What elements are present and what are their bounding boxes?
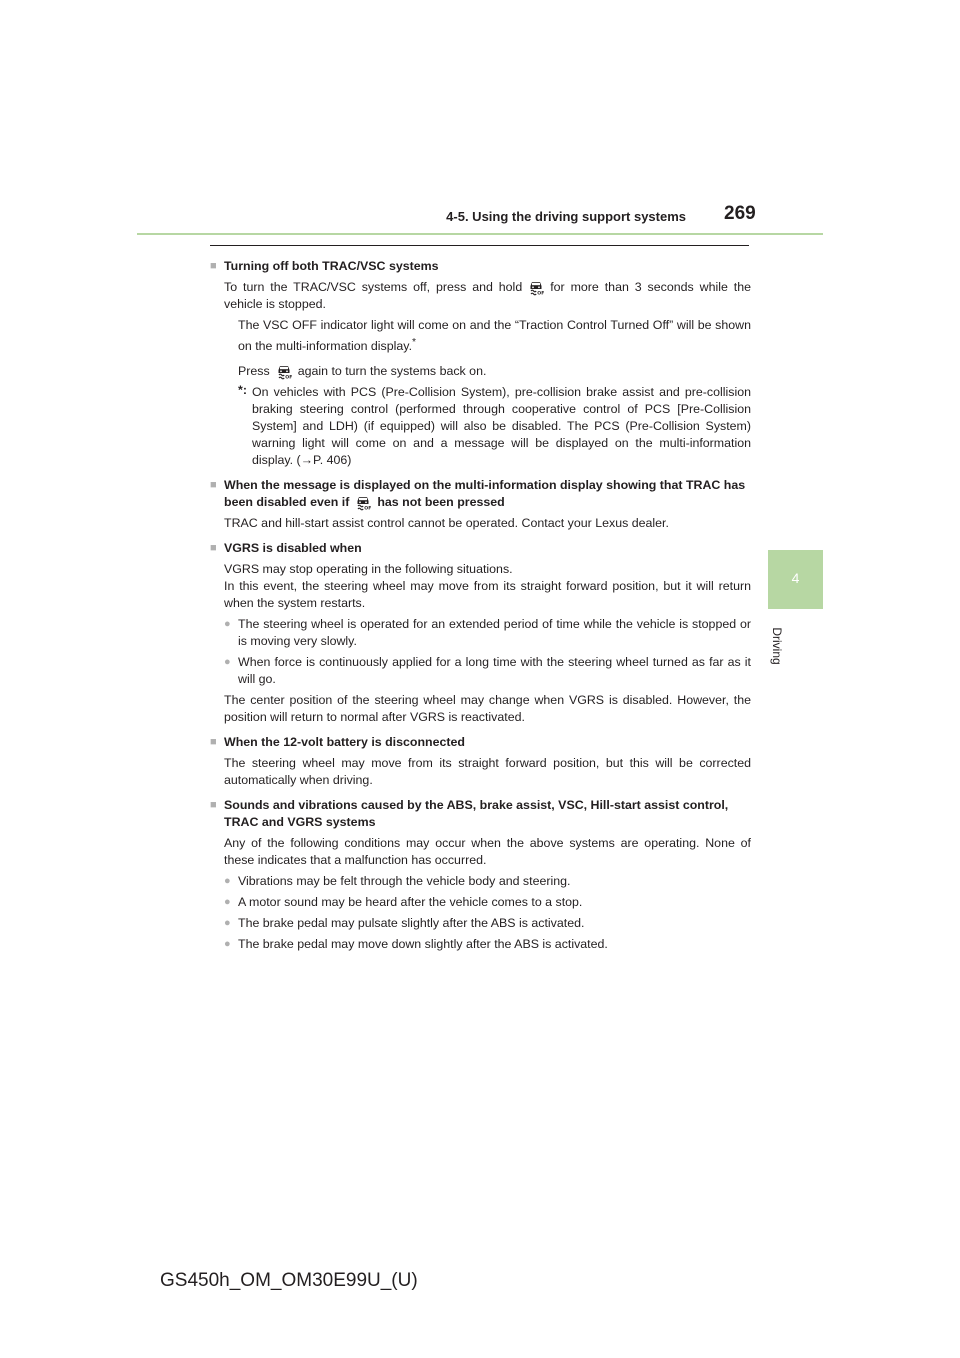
section-title-text: has not been pressed bbox=[377, 495, 505, 510]
page-content bbox=[210, 258, 751, 957]
footnote-reference: * bbox=[412, 337, 417, 348]
chapter-tab bbox=[768, 550, 823, 609]
paragraph: Any of the following conditions may occur when the above systems are operating. None of these indicates that a malfunction has occurred. bbox=[224, 836, 751, 868]
footnote-text: On vehicles with PCS (Pre-Collision System), pre-collision brake assist and pre-collision braking steering control (performed through cooperative control of PCS [Pre-Collision System] and LDH) (if equipped) will also be disabled. The PCS (Pre-Collision System) warning light will come on and a message will be displayed on the multi-information display. (→P. 406) bbox=[252, 385, 751, 468]
trac-vsc-off-switch-icon bbox=[276, 364, 292, 380]
section-turning-off-trac-vsc bbox=[210, 258, 751, 469]
footnote bbox=[224, 384, 751, 469]
paragraph: In this event, the steering wheel may move from its straight forward position, but it will return when the system restarts. bbox=[224, 579, 751, 611]
list-item: ● A motor sound may be heard after the vehicle comes to a stop. bbox=[224, 894, 751, 911]
trac-vsc-off-switch-icon bbox=[528, 280, 544, 296]
paragraph-text: for more than 3 seconds while the vehicle is stopped. bbox=[224, 280, 751, 311]
header-rule bbox=[137, 233, 823, 235]
chapter-label bbox=[770, 618, 784, 674]
footnote-body bbox=[238, 384, 751, 469]
trac-vsc-off-switch-icon bbox=[355, 495, 371, 511]
section-title bbox=[224, 477, 751, 511]
section-vgrs-disabled bbox=[210, 540, 751, 726]
list-item: ● The brake pedal may pulsate slightly after the ABS is activated. bbox=[224, 915, 751, 932]
paragraph-text: Press bbox=[238, 364, 270, 379]
content-rule bbox=[210, 245, 749, 246]
section-title: ■ When the 12-volt battery is disconnected bbox=[224, 734, 751, 751]
section-sounds-vibrations bbox=[210, 797, 751, 953]
list-item: ● The brake pedal may move down slightly after the ABS is activated. bbox=[224, 936, 751, 953]
paragraph: VGRS may stop operating in the following situations. bbox=[224, 562, 513, 577]
paragraph-text: To turn the TRAC/VSC systems off, press and hold bbox=[224, 280, 523, 294]
paragraph bbox=[224, 363, 751, 380]
paragraph: The center position of the steering wheel may change when VGRS is disabled. However, the position will return to normal after VGRS is reactivated. bbox=[224, 693, 751, 725]
paragraph bbox=[224, 279, 751, 313]
paragraph-text: The VSC OFF indicator light will come on and the “Traction Control Turned Off” will be shown on the multi-information display. bbox=[238, 318, 751, 354]
footnote-mark: *: bbox=[238, 383, 247, 398]
page-number: 269 bbox=[724, 203, 756, 224]
section-title-text: When the message is displayed on the multi-information display showing that TRAC has been disabled even if bbox=[224, 478, 746, 510]
paragraph: The steering wheel may move from its straight forward position, but this will be corrected automatically when driving. bbox=[224, 756, 751, 788]
paragraph bbox=[224, 317, 751, 355]
list-item: ● The steering wheel is operated for an extended period of time while the vehicle is stopped or is moving very slowly. bbox=[224, 616, 751, 650]
paragraph-text: again to turn the systems back on. bbox=[297, 364, 487, 379]
chapter-label-text: Driving bbox=[770, 627, 784, 665]
section-title: ■ Sounds and vibrations caused by the ABS, brake assist, VSC, Hill-start assist control, TRAC and VGRS systems bbox=[224, 797, 751, 831]
section-trac-disabled-message bbox=[210, 477, 751, 532]
list-item: ● When force is continuously applied for a long time with the steering wheel turned as far as it will go. bbox=[224, 654, 751, 688]
footer-document-code: GS450h_OM_OM30E99U_(U) bbox=[160, 1270, 418, 1291]
section-title: ■ Turning off both TRAC/VSC systems bbox=[224, 258, 751, 275]
list-item: ● Vibrations may be felt through the vehicle body and steering. bbox=[224, 873, 751, 890]
section-title: ■ VGRS is disabled when bbox=[224, 540, 751, 557]
chapter-number: 4 bbox=[791, 570, 800, 586]
paragraph: TRAC and hill-start assist control cannot be operated. Contact your Lexus dealer. bbox=[224, 516, 669, 531]
header-title: 4-5. Using the driving support systems bbox=[446, 209, 686, 224]
section-battery-disconnected bbox=[210, 734, 751, 789]
